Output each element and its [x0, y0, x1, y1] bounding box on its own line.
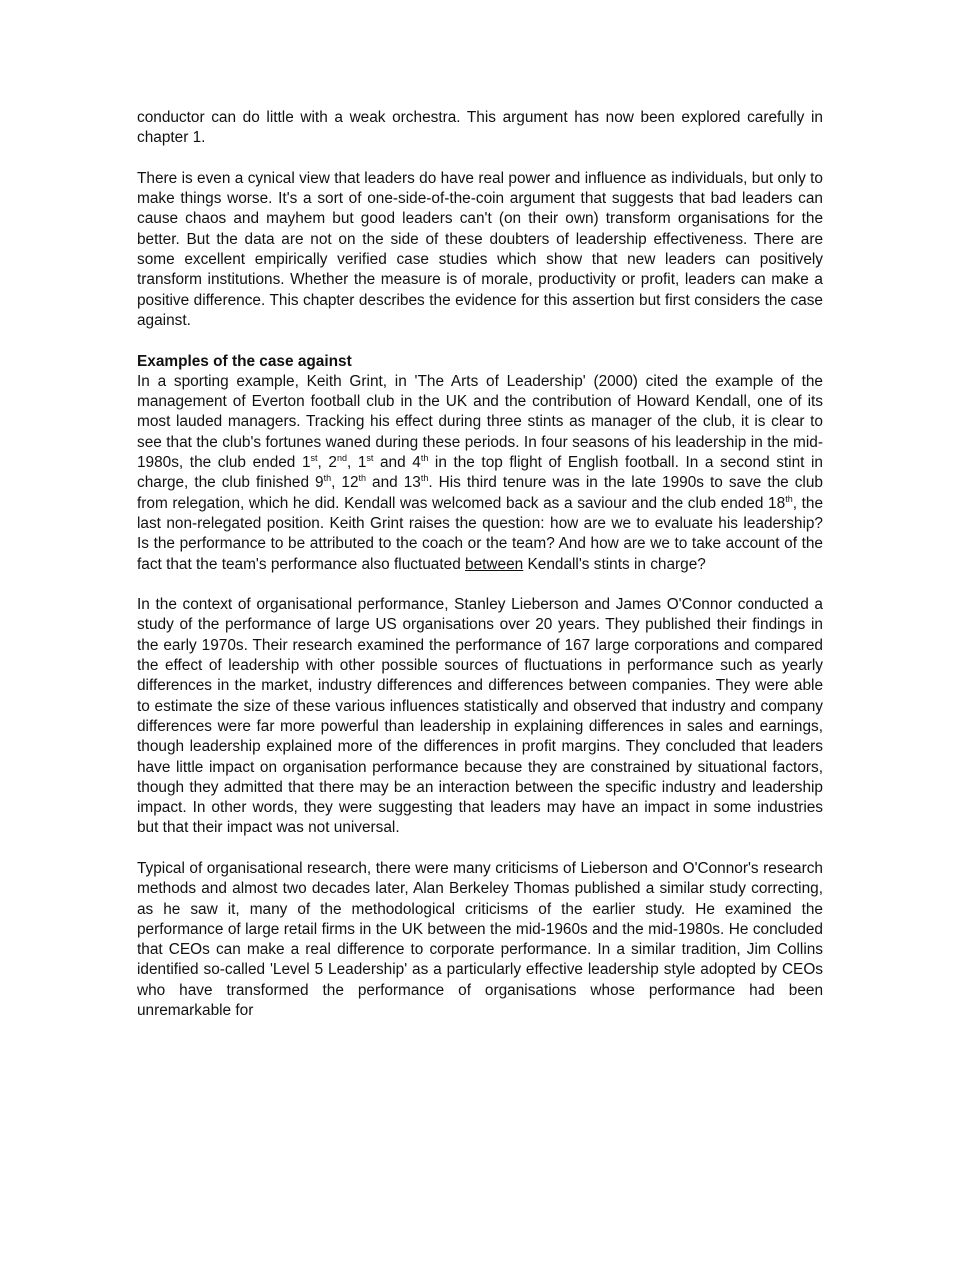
paragraph-4: In the context of organisational performance, Stanley Lieberson and James O'Connor conducted a study of the performance of large US organisations over 20 years. They published their findings in the early 1970s. Their research examined the performance of 167 large corporations and compared the effect of leadership with other possible sources of fluctuations in performance such as yearly differences in the market, industry differences and differences between companies. They were able to estimate the size of these various influences statistically and observed that industry and company differences were far more powerful than leadership in explaining differences in sales and earnings, though leadership explained more of the differences in profit margins. They concluded that leaders have little impact on organisation performance because they are constrained by situational factors, though they admitted that there may be an interaction between the specific industry and leadership impact. In other words, they were suggesting that leaders may have an impact in some industries but that their impact was not universal.: [137, 596, 823, 837]
section-heading: Examples of the case against: [137, 352, 352, 370]
document-page: [137, 108, 823, 1042]
paragraph-2: There is even a cynical view that leaders do have real power and influence as individuals, but only to make things worse. It's a sort of one-side-of-the-coin argument that suggests that bad leaders can cause chaos and mayhem but good leaders can't (on their own) transform organisations for the better. But the data are not on the side of these doubters of leadership effectiveness. There are some excellent empirically verified case studies which show that new leaders can positively transform institutions. Whether the measure is of morale, productivity or profit, leaders can make a positive difference. This chapter describes the evidence for this assertion but first considers the case against.: [137, 169, 823, 329]
paragraph-3: In a sporting example, Keith Grint, in 'The Arts of Leadership' (2000) cited the example of the management of Everton football club in the UK and the contribution of Howard Kendall, one of its most lauded managers. Tracking his effect during three stints as manager of the club, it is clear to see that the club's fortunes waned during these periods. In four seasons of his leadership in the mid-1980s, the club ended 1st, 2nd, 1st and 4th in the top flight of English football. In a second stint in charge, the club finished 9th, 12th and 13th. His third tenure was in the late 1990s to save the club from relegation, which he did. Kendall was welcomed back as a saviour and the club ended 18th, the last non-relegated position. Keith Grint raises the question: how are we to evaluate his leadership? Is the performance to be attributed to the coach or the team? And how are we to take account of the fact that the team's performance also fluctuated between Kendall's stints in charge?: [137, 372, 824, 573]
paragraph-1: conductor can do little with a weak orchestra. This argument has now been explored carefully in chapter 1.: [137, 109, 823, 147]
paragraph-5: Typical of organisational research, there were many criticisms of Lieberson and O'Connor's research methods and almost two decades later, Alan Berkeley Thomas published a similar study correcting, as he saw it, many of the methodological criticisms of the earlier study. He examined the performance of large retail firms in the UK between the mid-1960s and the mid-1980s. He concluded that CEOs can make a real difference to corporate performance. In a similar tradition, Jim Collins identified so-called 'Level 5 Leadership' as a particularly effective leadership style adopted by CEOs who have transformed the performance of organisations whose performance had been unremarkable for: [137, 859, 823, 1020]
underlined-word: between: [465, 555, 524, 573]
